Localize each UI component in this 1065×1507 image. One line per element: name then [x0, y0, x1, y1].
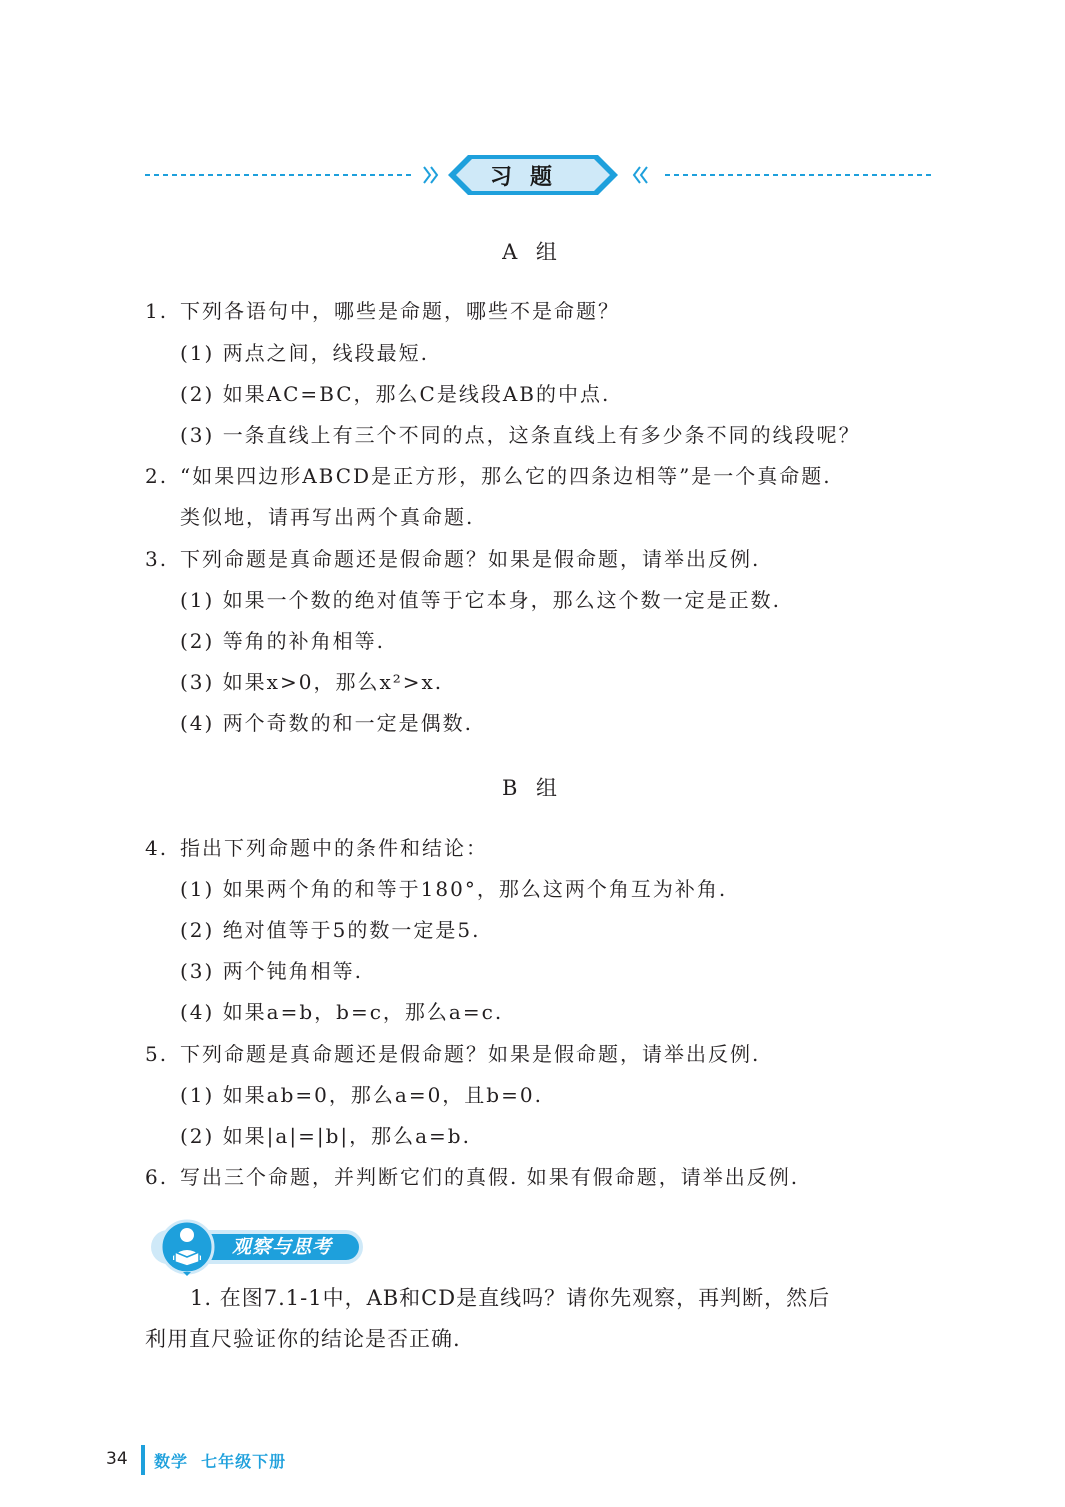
q3-item-1: (1) 如果一个数的绝对值等于它本身，那么这个数一定是正数. — [180, 588, 782, 612]
q3-number: 3. — [145, 547, 169, 571]
q3-item-4: (4) 两个奇数的和一定是偶数. — [180, 711, 474, 735]
q4-item-3: (3) 两个钝角相等. — [180, 959, 364, 983]
q4-item-2: (2) 绝对值等于5的数一定是5. — [180, 918, 481, 942]
q4-text: 指出下列命题中的条件和结论： — [180, 836, 488, 860]
q1-item-3: (3) 一条直线上有三个不同的点，这条直线上有多少条不同的线段呢？ — [180, 423, 861, 447]
observe-badge-label: 观察与思考 — [232, 1236, 333, 1258]
group-b-heading: B 组 — [501, 776, 564, 800]
observe-line-2: 利用直尺验证你的结论是否正确. — [145, 1327, 461, 1351]
q5-text: 下列命题是真命题还是假命题？如果是假命题，请举出反例. — [180, 1042, 761, 1066]
q2-number: 2. — [145, 464, 169, 488]
q4-number: 4. — [145, 836, 169, 860]
q2-line-1: “如果四边形ABCD是正方形，那么它的四条边相等”是一个真命题. — [180, 464, 832, 488]
q1-number: 1. — [145, 299, 169, 323]
q1-item-2: (2) 如果AC=BC，那么C是线段AB的中点. — [180, 382, 611, 406]
q1-item-1: (1) 两点之间，线段最短. — [180, 341, 430, 365]
page-number: 34 — [106, 1449, 128, 1469]
q5-item-1: (1) 如果ab=0，那么a=0，且b=0. — [180, 1083, 543, 1107]
q4-item-4: (4) 如果a=b，b=c，那么a=c. — [180, 1000, 504, 1024]
q3-text: 下列命题是真命题还是假命题？如果是假命题，请举出反例. — [180, 547, 761, 571]
book-title: 数学 七年级下册 — [154, 1452, 287, 1471]
q1-text: 下列各语句中，哪些是命题，哪些不是命题？ — [180, 299, 620, 323]
exercise-header — [0, 150, 1065, 206]
q5-number: 5. — [145, 1042, 169, 1066]
q4-item-1: (1) 如果两个角的和等于180°，那么这两个角互为补角. — [180, 877, 728, 901]
header-title: 习题 — [489, 165, 570, 190]
observe-line-1: 1. 在图7.1-1中，AB和CD是直线吗？请你先观察，再判断，然后 — [190, 1286, 831, 1310]
group-a-heading: A 组 — [502, 240, 563, 264]
q3-item-3: (3) 如果x>0，那么x²>x. — [180, 670, 444, 694]
footer-divider — [141, 1445, 145, 1475]
q2-line-2: 类似地，请再写出两个真命题. — [180, 505, 475, 529]
q6-number: 6. — [145, 1165, 169, 1189]
q5-item-2: (2) 如果|a|=|b|，那么a=b. — [180, 1124, 471, 1148]
q3-item-2: (2) 等角的补角相等. — [180, 629, 386, 653]
q6-text: 写出三个命题，并判断它们的真假. 如果有假命题，请举出反例. — [180, 1165, 800, 1189]
